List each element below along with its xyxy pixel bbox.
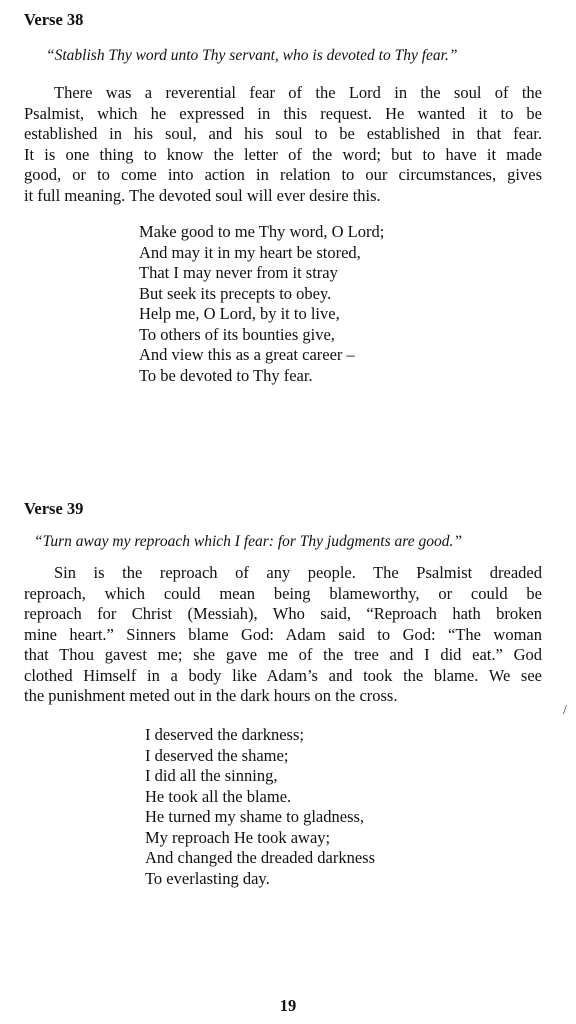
body-line: There was a reverential fear of the Lord in the soul of the — [54, 83, 542, 102]
body-line: clothed Himself in a body like Adam’s and took the blame. We see — [24, 665, 542, 685]
body-line: Psalmist, which he expressed in this request. He wanted it to be — [24, 103, 542, 123]
body-line: good, or to come into action in relation to our circumstances, gives — [24, 165, 542, 184]
page-number: 19 — [279, 996, 297, 1015]
body-line: It is one thing to know the letter of the word; but to have it made — [24, 144, 542, 164]
body-line: reproach for Christ (Messiah), Who said, “Reproach hath broken — [24, 604, 542, 623]
poem-line: And may it in my heart be stored, — [139, 242, 361, 262]
poem-line: Make good to me Thy word, O Lord; — [139, 222, 385, 241]
body-line: the punishment meted out in the dark hours on the cross. — [24, 686, 398, 705]
poem-line: I deserved the shame; — [145, 745, 289, 765]
poem-line: My reproach He took away; — [145, 827, 331, 847]
poem-line: He took all the blame. — [145, 786, 292, 806]
body-line: Sin is the reproach of any people. The Psalmist dreaded — [54, 563, 542, 582]
verse-38-poem — [139, 222, 384, 386]
poem-line: I deserved the darkness; — [145, 725, 304, 744]
verse-38-body — [24, 83, 542, 206]
body-line: reproach, which could mean being blameworthy, or could be — [24, 583, 542, 603]
verse-39-heading: Verse 39 — [24, 499, 84, 518]
poem-line: I did all the sinning, — [145, 766, 278, 785]
verse-38-quote: “Stablish Thy word unto Thy servant, who is devoted to Thy fear.” — [46, 47, 458, 64]
verse-39-quote: “Turn away my reproach which I fear: for Thy judgments are good.” — [34, 533, 462, 550]
poem-line: But seek its precepts to obey. — [139, 283, 332, 303]
poem-line: And view this as a great career – — [139, 345, 355, 364]
body-line: mine heart.” Sinners blame God: Adam said to God: “The woman — [24, 624, 542, 644]
poem-line: To everlasting day. — [145, 868, 270, 888]
verse-38-heading: Verse 38 — [24, 10, 84, 29]
poem-line: To others of its bounties give, — [139, 324, 335, 344]
poem-line: And changed the dreaded darkness — [145, 848, 375, 867]
poem-line: Help me, O Lord, by it to live, — [139, 304, 340, 323]
body-line: it full meaning. The devoted soul will ever desire this. — [24, 185, 381, 205]
verse-39-body — [24, 563, 542, 707]
verse-39-poem — [145, 725, 375, 889]
body-line: that Thou gavest me; she gave me of the tree and I did eat.” God — [24, 645, 542, 664]
poem-line: He turned my shame to gladness, — [145, 807, 365, 826]
body-line: established in his soul, and his soul to be established in that fear. — [24, 124, 542, 143]
poem-line: That I may never from it stray — [139, 263, 338, 282]
margin-mark: / — [563, 703, 567, 718]
poem-line: To be devoted to Thy fear. — [139, 365, 313, 385]
